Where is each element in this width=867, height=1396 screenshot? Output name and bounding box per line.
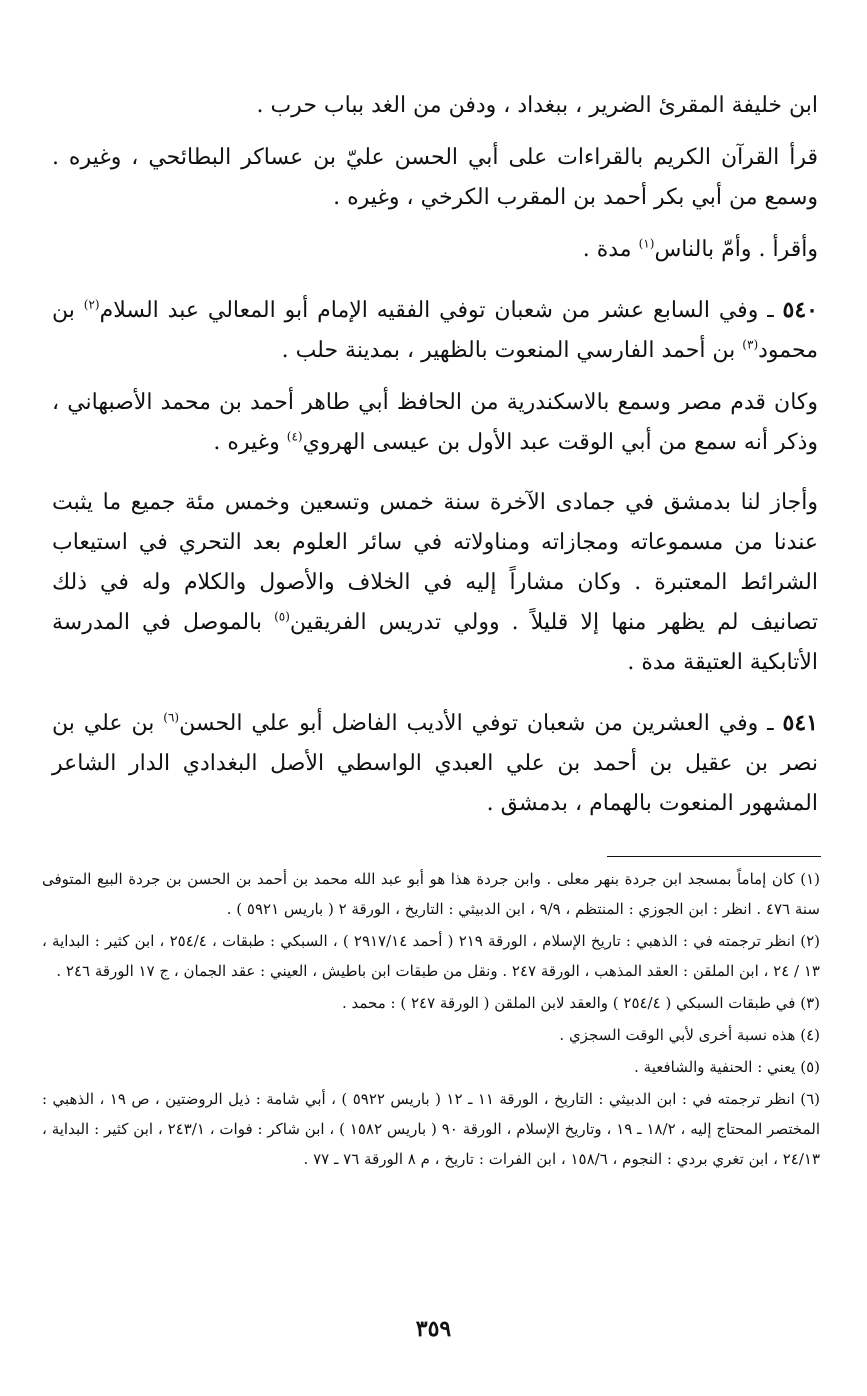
entry-541-text-a: ـ وفي العشرين من شعبان توفي الأديب الفاضل أبو علي الحسن [179,711,774,736]
entry-541-text-b: بن علي بن نصر بن عقيل بن أحمد بن علي العبدي الواسطي الأصل البغدادي الدار الشاعر المشهور المنعوت بالهمام ، بدمشق . [52,711,818,816]
footnote-5: (٥) يعني : الحنفية والشافعية . [634,1058,820,1076]
footnote-ref-1[interactable]: (١) [638,236,655,251]
footnote-2: (٢) انظر ترجمته في : الذهبي : تاريخ الإسلام ، الورقة ٢١٩ ( أحمد ٢٩١٧/١٤ ) ، السبكي : طبقات ، ٢٥٤/٤ ، ابن كثير : البداية ، ١٣ / ٢٤ ، ابن الملقن : العقد المذهب ، الورقة ٢٤٧ . ونقل من طبقات ابن باطيش ، العيني : عقد الجمان ، ج ١٧ الورقة ٢٤٦ . [42,932,820,980]
paragraph-taught-text: وأقرأ . وأمّ بالناس [654,237,818,262]
entry-540-text-c: بن أحمد الفارسي المنعوت بالظهير ، بمدينة حلب . [281,338,736,363]
footnote-ref-3[interactable]: (٣) [742,337,759,352]
footnote-6: (٦) انظر ترجمته في : ابن الدبيثي : التاريخ ، الورقة ١١ ـ ١٢ ( باريس ٥٩٢٢ ) ، أبي شامة : ذيل الروضتين ، ص ١٩ ، الذهبي : المختصر المحتاج إليه ، ١٨/٢ ـ ١٩ ، وتاريخ الإسلام ، الورقة ٩٠ ( باريس ١٥٨٢ ) ، ابن شاكر : فوات ، ٢٤٣/١ ، ابن كثير : البداية ، ٢٤/١٣ ، ابن تغري بردي : النجوم ، ١٥٨/٦ ، ابن الفرات : تاريخ ، م ٨ الورقة ٧٦ ـ ٧٧ . [42,1090,820,1168]
entry-540 [52,290,818,371]
paragraph-egypt-end: وغيره . [213,430,280,455]
paragraph-taught [52,230,818,270]
page-number: ٣٥٩ [415,1316,452,1342]
entry-540-text-b: بن محمود [52,298,818,363]
main-text [52,86,818,824]
footnote-3: (٣) في طبقات السبكي ( ٢٥٤/٤ ) والعقد لابن الملقن ( الورقة ٢٤٧ ) : محمد . [341,994,820,1012]
footnote-ref-6[interactable]: (٦) [163,710,180,725]
paragraph-readings-text: قرأ القرآن الكريم بالقراءات على أبي الحسن عليّ بن عساكر البطائحي ، وغيره . وسمع من أبي بكر أحمد بن المقرب الكرخي ، وغيره . [52,145,818,210]
paragraph-ijaza-end: بالموصل في المدرسة الأتابكية العتيقة مدة . [52,610,818,675]
paragraph-egypt [52,383,818,463]
footnote-ref-5[interactable]: (٥) [274,609,290,624]
paragraph-taught-end: مدة . [582,237,632,262]
entry-number-541: ٥٤١ [782,710,818,736]
footnote-ref-2[interactable]: (٢) [83,297,100,312]
paragraph-egypt-text: وكان قدم مصر وسمع بالاسكندرية من الحافظ أبي طاهر أحمد بن محمد الأصبهاني ، وذكر أنه سمع من أبي الوقت عبد الأول بن عيسى الهروي [52,390,818,455]
footnotes [42,864,820,1176]
footnote-divider [607,856,821,857]
entry-540-text-a: ـ وفي السابع عشر من شعبان توفي الفقيه الإمام أبو المعالي عبد السلام [99,298,774,323]
entry-number-540: ٥٤٠ [782,297,818,323]
paragraph-ijaza [52,483,818,683]
paragraph-ijaza-text: وأجاز لنا بدمشق في جمادى الآخرة سنة خمس وتسعين وخمس مئة جميع ما يثبت عندنا من مسموعاته ومجازاته ومناولاته في سائر العلوم بعد التحري في استيعاب الشرائط المعتبرة . وكان مشاراً إليه في الخلاف والأصول والكلام وله في ذلك تصانيف لم يظهر منها إلا قليلاً . وولي تدريس الفريقين [52,490,818,635]
paragraph-readings [52,138,818,218]
footnote-4: (٤) هذه نسبة أخرى لأبي الوقت السجزي . [559,1026,820,1044]
footnote-1: (١) كان إماماً بمسجد ابن جردة بنهر معلى . وابن جردة هذا هو أبو عبد الله محمد بن أحمد بن الحسن بن جردة البيع المتوفى سنة ٤٧٦ . انظر : ابن الجوزي : المنتظم ، ٩/٩ ، ابن الدبيثي : التاريخ ، الورقة ٢ ( باريس ٥٩٢١ ) . [42,870,820,918]
entry-541 [52,703,818,824]
paragraph-burial: ابن خليفة المقرئ الضرير ، ببغداد ، ودفن من الغد بباب حرب . [256,93,818,118]
footnote-ref-4[interactable]: (٤) [286,429,303,444]
